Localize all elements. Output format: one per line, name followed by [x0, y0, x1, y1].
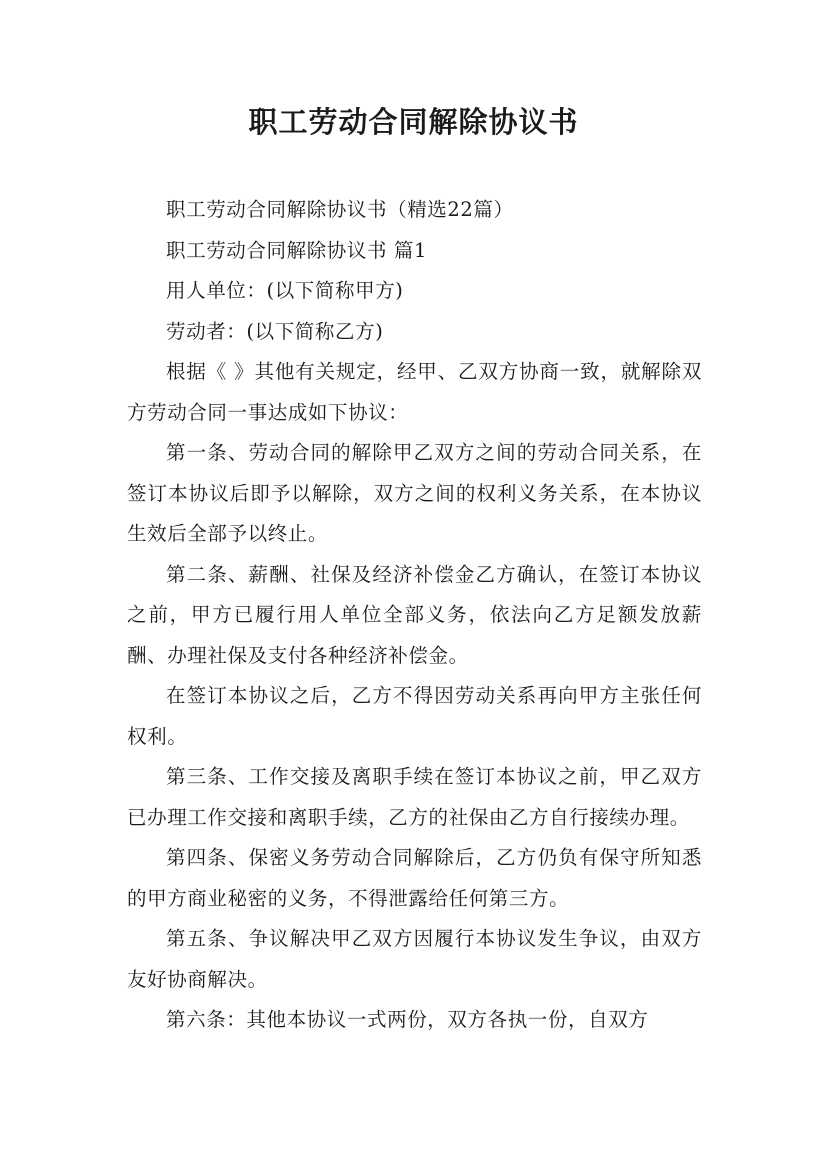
- paragraph-article-2-cont: 在签订本协议之后，乙方不得因劳动关系再向甲方主张任何权利。: [127, 684, 702, 748]
- paragraph-article-6: 第六条：其他本协议一式两份，双方各执一份，自双方: [166, 1008, 649, 1031]
- paragraph-section-heading: 职工劳动合同解除协议书 篇1: [166, 238, 428, 262]
- paragraph-employee: 劳动者：(以下简称乙方): [166, 319, 384, 343]
- paragraph-article-4: 第四条、保密义务劳动合同解除后，乙方仍负有保守所知悉的甲方商业秘密的义务，不得泄露给任何第三方。: [127, 846, 702, 910]
- paragraph-preamble: 根据《 》其他有关规定，经甲、乙双方协商一致，就解除双方劳动合同一事达成如下协议：: [127, 360, 702, 424]
- paragraph-employer: 用人单位：(以下简称甲方): [166, 279, 404, 302]
- document-body: [127, 190, 702, 1041]
- paragraph-article-5: 第五条、争议解决甲乙双方因履行本协议发生争议，由双方友好协商解决。: [127, 927, 702, 991]
- paragraph-article-2: 第二条、薪酬、社保及经济补偿金乙方确认，在签订本协议之前，甲方已履行用人单位全部义务，依法向乙方足额发放薪酬、办理社保及支付各种经济补偿金。: [127, 562, 702, 667]
- paragraph-article-3: 第三条、工作交接及离职手续在签订本协议之前，甲乙双方已办理工作交接和离职手续，乙方的社保由乙方自行接续办理。: [127, 765, 702, 829]
- document-title: 职工劳动合同解除协议书: [248, 105, 579, 139]
- paragraph-article-1: 第一条、劳动合同的解除甲乙双方之间的劳动合同关系，在签订本协议后即予以解除，双方之间的权利义务关系，在本协议生效后全部予以终止。: [127, 441, 702, 545]
- paragraph-subtitle: 职工劳动合同解除协议书（精选22篇）: [166, 198, 514, 221]
